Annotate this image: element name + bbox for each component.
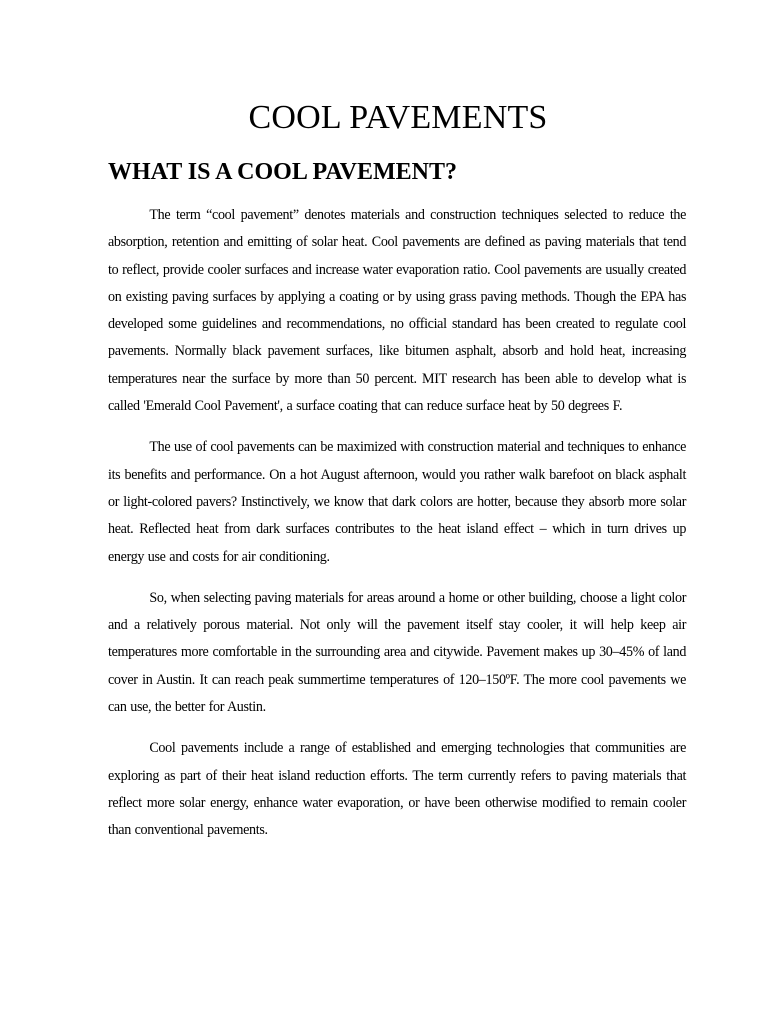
- section-heading: WHAT IS A COOL PAVEMENT?: [108, 159, 457, 185]
- paragraph-3: So, when selecting paving materials for areas around a home or other building, choose a light color and a relatively porous material. Not only will the pavement itself stay cooler, it will help keep air temperatures more comfortable in the surrounding area and citywide. Pavement makes up 30–45% of land cover in Austin. It can reach peak summertime temperatures of 120–150ºF. The more cool pavements we can use, the better for Austin.: [108, 589, 687, 716]
- body-text: [108, 202, 686, 859]
- paragraph-4: Cool pavements include a range of established and emerging technologies that communities are exploring as part of their heat island reduction efforts. The term currently refers to paving materials that reflect more solar energy, enhance water evaporation, or have been otherwise modified to remain cooler than conventional pavements.: [108, 740, 687, 839]
- document-title: COOL PAVEMENTS: [248, 99, 548, 136]
- paragraph-1: The term “cool pavement” denotes materials and construction techniques selected to reduce the absorption, retention and emitting of solar heat. Cool pavements are defined as paving materials that tend to reflect, provide cooler surfaces and increase water evaporation ratio. Cool pavements are usually created on existing paving surfaces by applying a coating or by using grass paving methods. Though the EPA has developed some guidelines and recommendations, no official standard has been created to regulate cool pavements. Normally black pavement surfaces, like bitumen asphalt, absorb and hold heat, increasing temperatures near the surface by more than 50 percent. MIT research has been able to develop what is called 'Emerald Cool Pavement', a surface coating that can reduce surface heat by 50 degrees F.: [108, 207, 687, 415]
- paragraph-2: The use of cool pavements can be maximized with construction material and techniques to enhance its benefits and performance. On a hot August afternoon, would you rather walk barefoot on black asphalt or light-colored pavers? Instinctively, we know that dark colors are hotter, because they absorb more solar heat. Reflected heat from dark surfaces contributes to the heat island effect – which in turn drives up energy use and costs for air conditioning.: [108, 439, 687, 565]
